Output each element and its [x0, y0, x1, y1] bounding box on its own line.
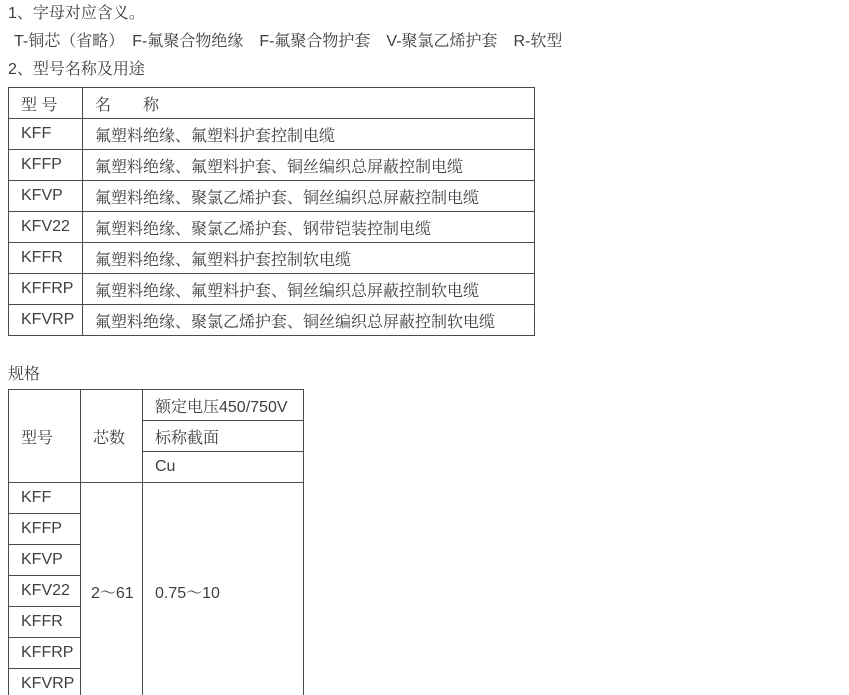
spec-model-cell: KFFRP	[9, 638, 81, 669]
section1-title: 1、字母对应含义。	[8, 5, 145, 22]
table-row	[9, 181, 535, 212]
spec-model-cell: KFVP	[9, 545, 81, 576]
model-cell: KFFRP	[9, 274, 83, 305]
spec-header-row	[9, 390, 304, 421]
name-cell: 氟塑料绝缘、聚氯乙烯护套、铜丝编织总屏蔽控制软电缆	[83, 305, 535, 336]
model-cell: KFVP	[9, 181, 83, 212]
spec-model-cell: KFF	[9, 483, 81, 514]
spec-model-cell: KFFR	[9, 607, 81, 638]
name-column-header: 名 称	[83, 88, 535, 119]
name-cell: 氟塑料绝缘、氟塑料护套、铜丝编织总屏蔽控制电缆	[83, 150, 535, 181]
table-row	[9, 212, 535, 243]
section-range-cell: 0.75～10	[143, 483, 304, 695]
spec-section-header: 标称截面	[143, 421, 304, 452]
table-row	[9, 483, 304, 514]
table-row	[9, 305, 535, 336]
spec-model-cell: KFV22	[9, 576, 81, 607]
model-table-header-row	[9, 88, 535, 119]
model-cell: KFFR	[9, 243, 83, 274]
model-column-header: 型 号	[9, 88, 83, 119]
table-row	[9, 119, 535, 150]
spec-model-cell: KFFP	[9, 514, 81, 545]
section2-title: 2、型号名称及用途	[8, 61, 145, 78]
spec-voltage-header: 额定电压450/750V	[143, 390, 304, 421]
spec-core-column-header: 芯数	[81, 390, 143, 483]
letter-meanings-line: T-铜芯（省略） F-氟聚合物绝缘 F-氟聚合物护套 V-聚氯乙烯护套 R-软型	[14, 33, 563, 50]
name-cell: 氟塑料绝缘、氟塑料护套控制电缆	[83, 119, 535, 150]
spec-table	[8, 389, 304, 695]
model-cell: KFV22	[9, 212, 83, 243]
model-cell: KFVRP	[9, 305, 83, 336]
table-row	[9, 243, 535, 274]
name-cell: 氟塑料绝缘、氟塑料护套控制软电缆	[83, 243, 535, 274]
table-row	[9, 150, 535, 181]
model-name-table	[8, 87, 535, 336]
model-cell: KFF	[9, 119, 83, 150]
spec-section-title: 规格	[8, 366, 41, 383]
spec-model-column-header: 型号	[9, 390, 81, 483]
model-cell: KFFP	[9, 150, 83, 181]
spec-model-cell: KFVRP	[9, 669, 81, 695]
core-range-cell: 2～61	[81, 483, 143, 695]
name-cell: 氟塑料绝缘、氟塑料护套、铜丝编织总屏蔽控制软电缆	[83, 274, 535, 305]
name-cell: 氟塑料绝缘、聚氯乙烯护套、钢带铠装控制电缆	[83, 212, 535, 243]
table-row	[9, 274, 535, 305]
name-cell: 氟塑料绝缘、聚氯乙烯护套、铜丝编织总屏蔽控制电缆	[83, 181, 535, 212]
spec-conductor-header: Cu	[143, 452, 304, 483]
